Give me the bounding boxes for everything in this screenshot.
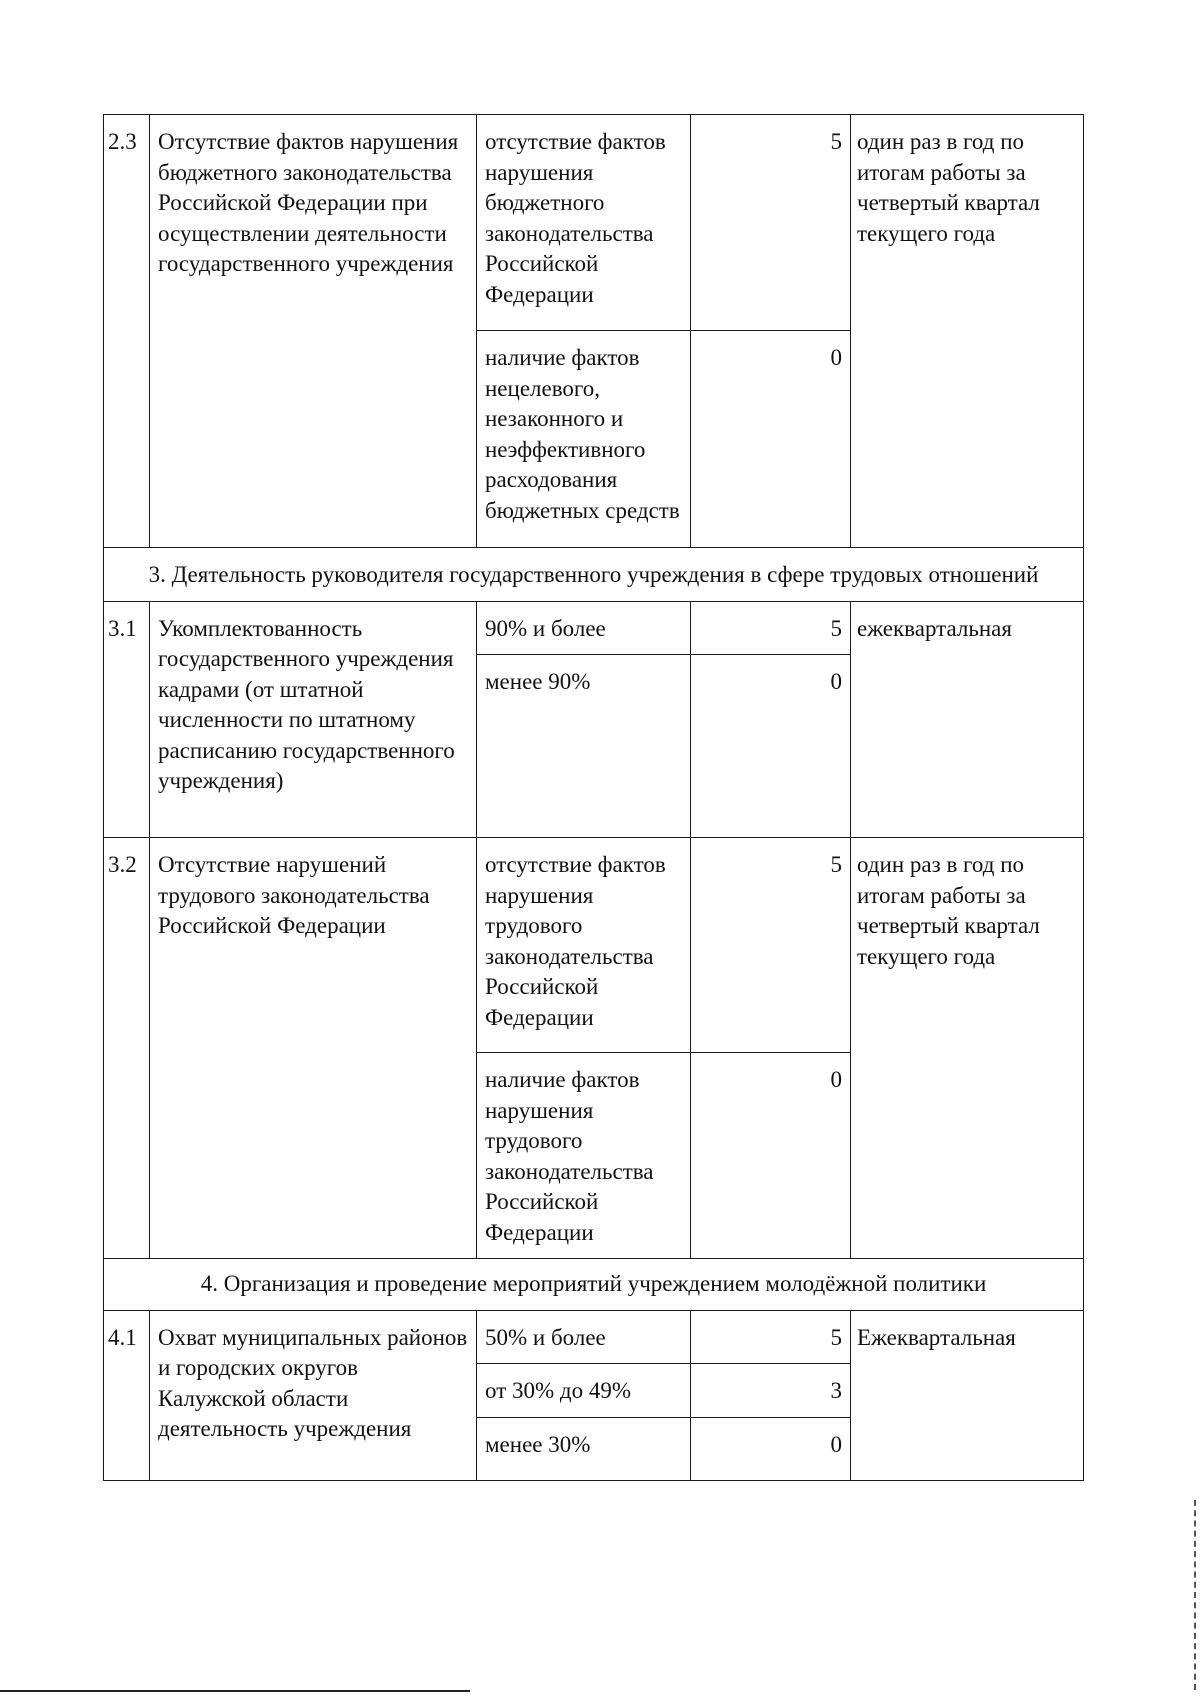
criterion-value: наличие фактов нецелевого, незаконного и неэффективного расходования бюджетных средств (477, 331, 691, 548)
table-row-2-3 (104, 115, 1084, 331)
section-row-3 (104, 548, 1084, 602)
criterion-name: Укомплектованность государственного учреждения кадрами (от штатной численности по штатному расписанию государственного учреждения) (150, 601, 477, 838)
criterion-value: от 30% до 49% (477, 1364, 691, 1418)
table-row-3-2 (104, 838, 1084, 1053)
criterion-points: 5 (691, 601, 851, 655)
scan-edge-marks (1194, 1500, 1199, 1690)
criterion-points: 5 (691, 838, 851, 1053)
page-bottom-rule (0, 1690, 470, 1692)
criterion-value: 90% и более (477, 601, 691, 655)
criterion-frequency: Ежеквартальная (851, 1310, 1084, 1480)
criterion-name: Отсутствие фактов нарушения бюджетного законодательства Российской Федерации при осуществлении деятельности государственного учреждения (150, 115, 477, 548)
criterion-points: 0 (691, 331, 851, 548)
criterion-value: 50% и более (477, 1310, 691, 1364)
criterion-value: менее 90% (477, 655, 691, 838)
criterion-value: наличие фактов нарушения трудового законодательства Российской Федерации (477, 1053, 691, 1259)
row-number: 3.1 (104, 601, 150, 838)
criterion-points: 0 (691, 655, 851, 838)
criterion-points: 0 (691, 1417, 851, 1480)
row-number: 3.2 (104, 838, 150, 1259)
criteria-table (103, 114, 1084, 1481)
criterion-points: 5 (691, 115, 851, 331)
criterion-name: Отсутствие нарушений трудового законодательства Российской Федерации (150, 838, 477, 1259)
criterion-points: 3 (691, 1364, 851, 1418)
row-number: 2.3 (104, 115, 150, 548)
section-heading-3: 3. Деятельность руководителя государственного учреждения в сфере трудовых отношений (104, 548, 1084, 602)
criterion-frequency: один раз в год по итогам работы за четвертый квартал текущего года (851, 115, 1084, 548)
criterion-value: отсутствие фактов нарушения бюджетного законодательства Российской Федерации (477, 115, 691, 331)
criterion-value: менее 30% (477, 1417, 691, 1480)
row-number: 4.1 (104, 1310, 150, 1480)
criterion-points: 5 (691, 1310, 851, 1364)
criterion-name: Охват муниципальных районов и городских округов Калужской области деятельность учреждения (150, 1310, 477, 1480)
table-row-3-1 (104, 601, 1084, 655)
criterion-points: 0 (691, 1053, 851, 1259)
criterion-value: отсутствие фактов нарушения трудового законодательства Российской Федерации (477, 838, 691, 1053)
section-heading-4: 4. Организация и проведение мероприятий учреждением молодёжной политики (104, 1259, 1084, 1311)
criterion-frequency: ежеквартальная (851, 601, 1084, 838)
section-row-4 (104, 1259, 1084, 1311)
criterion-frequency: один раз в год по итогам работы за четвертый квартал текущего года (851, 838, 1084, 1259)
table-row-4-1 (104, 1310, 1084, 1364)
